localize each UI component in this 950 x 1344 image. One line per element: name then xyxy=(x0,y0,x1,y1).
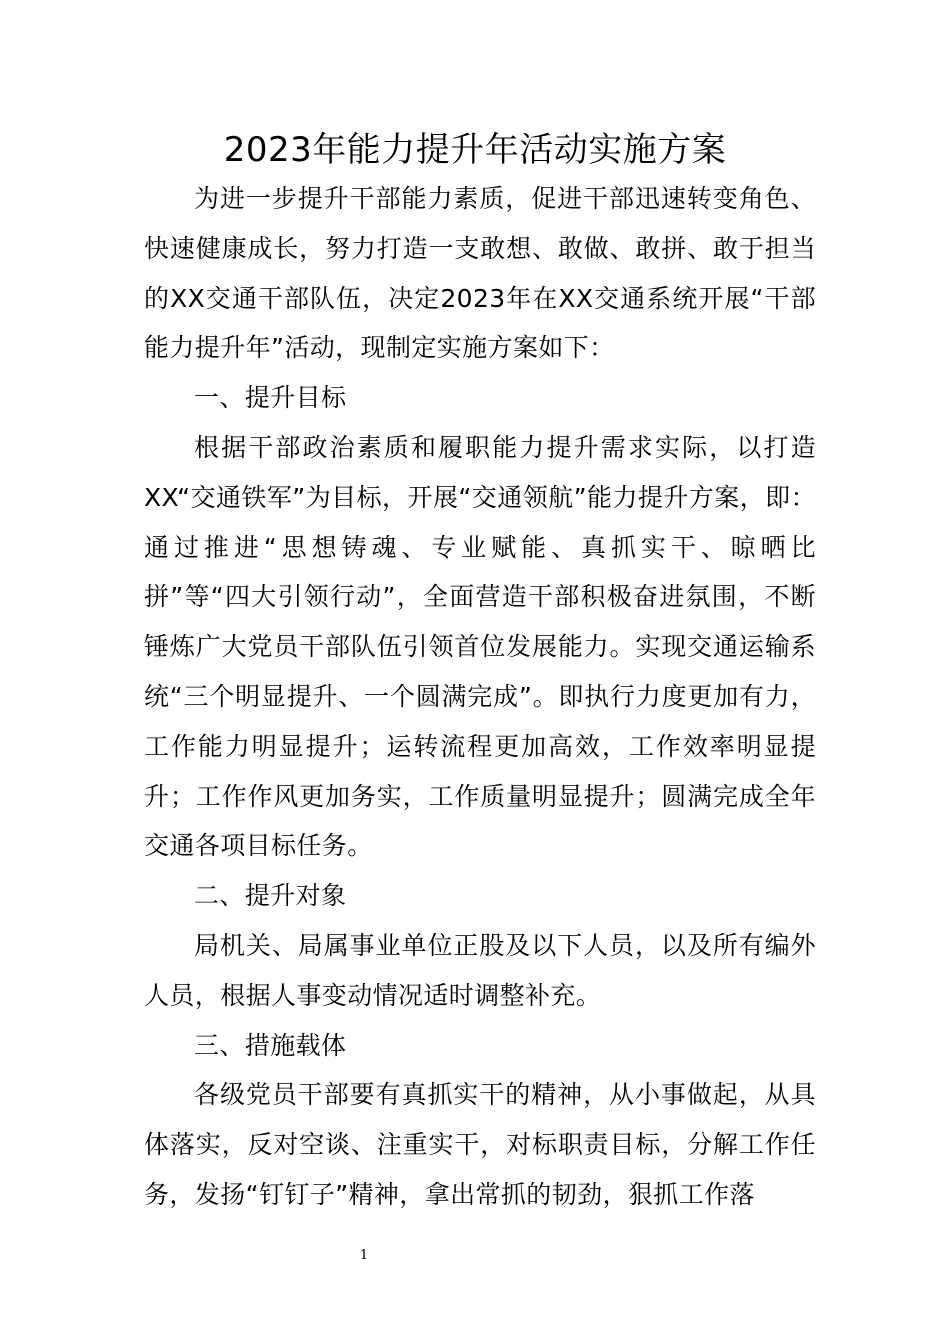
document-title: 2023年能力提升年活动实施方案 xyxy=(223,130,727,170)
targets-paragraph: 局机关、局属事业单位正股及以下人员，以及所有编外人员，根据人事变动情况适时调整补充。 xyxy=(144,930,816,1010)
measures-paragraph: 各级党员干部要有真抓实干的精神，从小事做起，从具体落实，反对空谈、注重实干，对标职责目标，分解工作任务，发扬“钉钉子”精神，拿出常抓的韧劲，狠抓工作落 xyxy=(144,1080,816,1209)
intro-paragraph: 为进一步提升干部能力素质，促进干部迅速转变角色、快速健康成长，努力打造一支敢想、敢做、敢拼、敢于担当的XX交通干部队伍，决定2023年在XX交通系统开展“干部能力提升年”活动，现制定实施方案如下： xyxy=(144,184,816,363)
section-heading-targets: 二、提升对象 xyxy=(194,881,347,911)
section-heading-measures: 三、措施载体 xyxy=(194,1030,347,1060)
section-heading-goals: 一、提升目标 xyxy=(194,383,347,413)
goals-paragraph: 根据干部政治素质和履职能力提升需求实际，以打造XX“交通铁军”为目标，开展“交通领航”能力提升方案，即：通过推进“思想铸魂、专业赋能、真抓实干、晾晒比拼”等“四大引领行动”，全面营造干部积极奋进氛围，不断锤炼广大党员干部队伍引领首位发展能力。实现交通运输系统“三个明显提升、一个圆满完成”。即执行力度更加有力，工作能力明显提升；运转流程更加高效，工作效率明显提升；工作作风更加务实，工作质量明显提升；圆满完成全年交通各项目标任务。 xyxy=(144,432,816,861)
document-body xyxy=(144,174,816,1220)
page-number: 1 xyxy=(359,1248,369,1263)
